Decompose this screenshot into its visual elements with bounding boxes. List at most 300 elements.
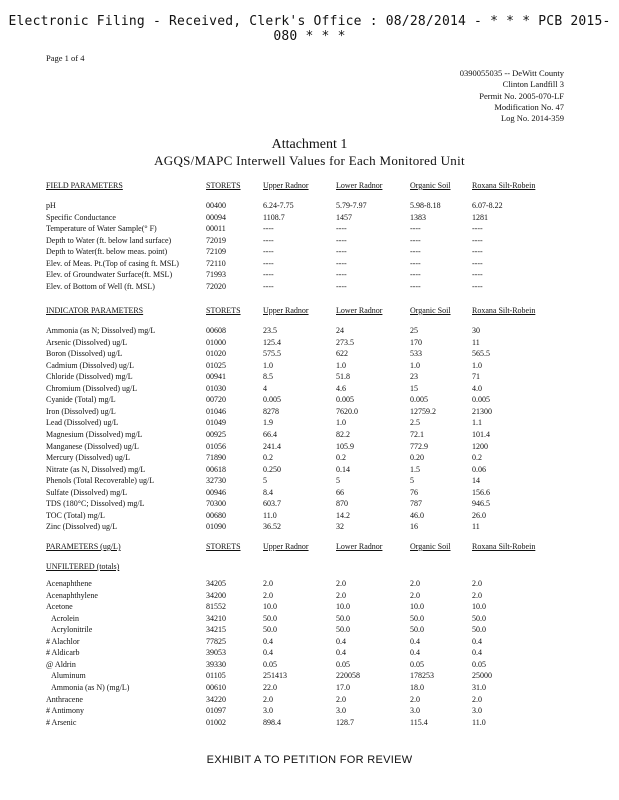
parameter-name: Cyanide (Total) mg/L bbox=[46, 395, 116, 405]
table-cell: 00011 bbox=[206, 224, 226, 233]
table-cell: 787 bbox=[410, 499, 422, 509]
table-cell: 01090 bbox=[206, 522, 226, 532]
table-cell: 0.20 bbox=[410, 453, 424, 463]
table-row bbox=[0, 394, 619, 405]
table-cell: 71993 bbox=[206, 270, 226, 279]
table-cell: 2.5 bbox=[410, 418, 420, 428]
parameter-name: Chloride (Dissolved) mg/L bbox=[46, 372, 133, 382]
table-cell: 01002 bbox=[206, 717, 226, 727]
table-cell: 66 bbox=[336, 487, 344, 497]
column-header: Organic Soil bbox=[410, 542, 451, 551]
electronic-filing-header: Electronic Filing - Received, Clerk's Office : 08/28/2014 - * * * PCB 2015-080 * * * bbox=[8, 14, 611, 44]
parameter-name: @ Aldrin bbox=[46, 659, 76, 669]
table-cell: 23 bbox=[410, 372, 418, 382]
parameter-name: Cadmium (Dissolved) ug/L bbox=[46, 360, 134, 370]
table-row bbox=[0, 498, 619, 509]
table-cell: 34220 bbox=[206, 694, 226, 704]
table-cell: 10.0 bbox=[472, 602, 486, 612]
parameter-name: Lead (Dissolved) ug/L bbox=[46, 418, 119, 428]
table-cell: 0.14 bbox=[336, 464, 350, 474]
table-cell: 50.0 bbox=[263, 613, 277, 623]
table-row bbox=[0, 452, 619, 463]
table-cell: 50.0 bbox=[472, 613, 486, 623]
table-cell: 21300 bbox=[472, 406, 492, 416]
table-cell: 0.06 bbox=[472, 464, 486, 474]
parameter-name: Aluminum bbox=[51, 671, 86, 681]
table-cell: 1.0 bbox=[472, 360, 482, 370]
table-cell: 14 bbox=[472, 476, 480, 486]
table-row bbox=[0, 383, 619, 394]
table-cell: ---- bbox=[410, 258, 421, 268]
parameter-name: Sulfate (Dissolved) mg/L bbox=[46, 487, 128, 497]
table-cell: 4.0 bbox=[472, 383, 482, 393]
table-cell: ---- bbox=[336, 235, 347, 245]
table-cell: 72.1 bbox=[410, 429, 424, 439]
table-cell: 72109 bbox=[206, 247, 226, 256]
table-cell: ---- bbox=[410, 270, 421, 279]
parameter-name: Chromium (Dissolved) ug/L bbox=[46, 383, 138, 393]
table-row bbox=[0, 613, 619, 624]
meta-line: Permit No. 2005-070-LF bbox=[479, 90, 564, 101]
parameter-name: Specific Conductance bbox=[46, 212, 116, 222]
table-cell: ---- bbox=[336, 224, 347, 233]
parameter-name: Ammonia (as N) (mg/L) bbox=[51, 682, 130, 692]
table-cell: 2.0 bbox=[410, 579, 420, 588]
table-cell: 1.0 bbox=[336, 360, 346, 370]
table-cell: 6.07-8.22 bbox=[472, 201, 503, 210]
table-cell: 0.4 bbox=[410, 636, 420, 646]
table-cell: 0.005 bbox=[336, 395, 354, 405]
table-cell: 76 bbox=[410, 487, 418, 497]
table-cell: 0.4 bbox=[263, 648, 273, 658]
table-cell: 17.0 bbox=[336, 682, 350, 692]
table-cell: 772.9 bbox=[410, 441, 428, 451]
table-cell: 3.0 bbox=[410, 706, 420, 716]
table-row bbox=[0, 647, 619, 658]
parameter-name: Magnesium (Dissolved) mg/L bbox=[46, 429, 143, 439]
table-cell: 01049 bbox=[206, 418, 226, 428]
parameter-name: # Aldicarb bbox=[46, 648, 80, 658]
table-cell: 00946 bbox=[206, 487, 226, 497]
table-cell: 101.4 bbox=[472, 429, 490, 439]
table-cell: 8.5 bbox=[263, 372, 273, 382]
table-cell: ---- bbox=[263, 270, 274, 279]
table-cell: 1457 bbox=[336, 212, 352, 222]
table-row bbox=[0, 717, 619, 728]
table-cell: 3.0 bbox=[472, 706, 482, 716]
table-row bbox=[0, 510, 619, 521]
parameter-name: Acenaphthene bbox=[46, 579, 92, 588]
table-cell: 128.7 bbox=[336, 717, 354, 727]
table-cell: 603.7 bbox=[263, 499, 281, 509]
table-cell: 8.4 bbox=[263, 487, 273, 497]
table-cell: 178253 bbox=[410, 671, 434, 681]
parameter-name: Depth to Water(ft. below meas. point) bbox=[46, 247, 168, 256]
meta-line: Clinton Landfill 3 bbox=[502, 79, 564, 90]
table-cell: 15 bbox=[410, 383, 418, 393]
table-cell: ---- bbox=[472, 281, 483, 291]
table-cell: 34210 bbox=[206, 613, 226, 623]
table-cell: ---- bbox=[336, 258, 347, 268]
parameter-name: Phenols (Total Recoverable) ug/L bbox=[46, 476, 155, 486]
table-cell: ---- bbox=[263, 235, 274, 245]
table-cell: 2.0 bbox=[336, 579, 346, 588]
table-cell: 0.4 bbox=[472, 648, 482, 658]
table-row bbox=[0, 406, 619, 417]
table-cell: 622 bbox=[336, 349, 348, 359]
table-cell: 01025 bbox=[206, 360, 226, 370]
table-cell: 870 bbox=[336, 499, 348, 509]
table-cell: 4.6 bbox=[336, 383, 346, 393]
table-cell: 1.9 bbox=[263, 418, 273, 428]
parameter-name: TOC (Total) mg/L bbox=[46, 510, 105, 520]
table-cell: 105.9 bbox=[336, 441, 354, 451]
table-row bbox=[0, 429, 619, 440]
table-cell: ---- bbox=[336, 270, 347, 279]
table-cell: 10.0 bbox=[410, 602, 424, 612]
table-cell: 01105 bbox=[206, 671, 226, 681]
table-cell: 51.8 bbox=[336, 372, 350, 382]
parameter-name: # Arsenic bbox=[46, 717, 77, 727]
table-cell: 81552 bbox=[206, 602, 226, 612]
column-header: Upper Radnor bbox=[263, 306, 309, 315]
table-row bbox=[0, 682, 619, 693]
table-row bbox=[0, 464, 619, 475]
table-cell: 31.0 bbox=[472, 682, 486, 692]
table-cell: ---- bbox=[263, 247, 274, 256]
table-row bbox=[0, 624, 619, 635]
table-cell: 1281 bbox=[472, 212, 488, 222]
column-header: Roxana Silt-Robein bbox=[472, 306, 536, 315]
table-cell: 00941 bbox=[206, 372, 226, 382]
table-cell: 565.5 bbox=[472, 349, 490, 359]
column-header: STORETS bbox=[206, 306, 241, 315]
table-cell: ---- bbox=[336, 247, 347, 256]
table-cell: 1.0 bbox=[336, 418, 346, 428]
parameter-name: Acenaphthylene bbox=[46, 590, 98, 600]
table-cell: 0.05 bbox=[410, 659, 424, 669]
table-row bbox=[0, 269, 619, 280]
parameter-name: Ammonia (as N; Dissolved) mg/L bbox=[46, 326, 156, 335]
table-row bbox=[0, 705, 619, 716]
table-cell: 36.52 bbox=[263, 522, 281, 532]
table-cell: 00610 bbox=[206, 682, 226, 692]
table-cell: 22.0 bbox=[263, 682, 277, 692]
table-cell: 0.2 bbox=[472, 453, 482, 463]
exhibit-footer: EXHIBIT A TO PETITION FOR REVIEW bbox=[206, 754, 413, 766]
column-header: FIELD PARAMETERS bbox=[46, 181, 123, 190]
table-cell: 00094 bbox=[206, 212, 226, 222]
column-header: Organic Soil bbox=[410, 181, 451, 190]
table-cell: 1.0 bbox=[263, 360, 273, 370]
table-cell: 18.0 bbox=[410, 682, 424, 692]
table-cell: 0.005 bbox=[410, 395, 428, 405]
table-cell: 50.0 bbox=[336, 625, 350, 635]
table-cell: ---- bbox=[336, 281, 347, 291]
table-cell: ---- bbox=[410, 281, 421, 291]
column-header: Roxana Silt-Robein bbox=[472, 542, 536, 551]
table-cell: 5 bbox=[263, 476, 267, 486]
table-cell: 156.6 bbox=[472, 487, 490, 497]
parameter-name: Elev. of Groundwater Surface(ft. MSL) bbox=[46, 270, 173, 279]
table-cell: 50.0 bbox=[410, 625, 424, 635]
table-cell: 2.0 bbox=[336, 694, 346, 704]
table-cell: 2.0 bbox=[472, 694, 482, 704]
attachment-title: Attachment 1 bbox=[271, 137, 348, 152]
table-cell: 2.0 bbox=[472, 579, 482, 588]
table-cell: 66.4 bbox=[263, 429, 277, 439]
table-cell: 25000 bbox=[472, 671, 492, 681]
table-cell: 34205 bbox=[206, 579, 226, 588]
table-cell: ---- bbox=[410, 247, 421, 256]
table-cell: 946.5 bbox=[472, 499, 490, 509]
parameter-name: # Antimony bbox=[46, 706, 85, 716]
parameter-name: Manganese (Dissolved) ug/L bbox=[46, 441, 139, 451]
table-cell: 0.05 bbox=[472, 659, 486, 669]
table-cell: 01046 bbox=[206, 406, 226, 416]
parameter-name: Acetone bbox=[46, 602, 73, 612]
table-row bbox=[0, 360, 619, 371]
table-cell: 2.0 bbox=[263, 590, 273, 600]
column-header: Lower Radnor bbox=[336, 542, 383, 551]
table-cell: 2.0 bbox=[472, 590, 482, 600]
table-cell: 3.0 bbox=[336, 706, 346, 716]
table-cell: 50.0 bbox=[336, 613, 350, 623]
column-header: Roxana Silt-Robein bbox=[472, 181, 536, 190]
table-cell: 00608 bbox=[206, 326, 226, 335]
table-cell: ---- bbox=[263, 281, 274, 291]
table-row bbox=[0, 223, 619, 234]
table-row bbox=[0, 670, 619, 681]
parameter-name: pH bbox=[46, 201, 56, 210]
table-subheader-row bbox=[0, 561, 619, 572]
table-row bbox=[0, 659, 619, 670]
table-cell: 5 bbox=[410, 476, 414, 486]
table-cell: 71 bbox=[472, 372, 480, 382]
table-cell: 0.2 bbox=[263, 453, 273, 463]
table-row bbox=[0, 487, 619, 498]
table-row bbox=[0, 212, 619, 223]
table-cell: 5.79-7.97 bbox=[336, 201, 367, 210]
table-cell: 50.0 bbox=[410, 613, 424, 623]
table-cell: 2.0 bbox=[263, 579, 273, 588]
table-cell: 533 bbox=[410, 349, 422, 359]
table-cell: 1108.7 bbox=[263, 212, 285, 222]
table-row bbox=[0, 475, 619, 486]
table-row bbox=[0, 694, 619, 705]
table-cell: 575.5 bbox=[263, 349, 281, 359]
table-cell: ---- bbox=[263, 258, 274, 268]
table-row bbox=[0, 371, 619, 382]
parameter-name: Depth to Water (ft. below land surface) bbox=[46, 235, 172, 245]
table-header-row bbox=[0, 180, 619, 191]
table-cell: 3.0 bbox=[263, 706, 273, 716]
table-cell: 25 bbox=[410, 326, 418, 335]
table-cell: 898.4 bbox=[263, 717, 281, 727]
table-row bbox=[0, 246, 619, 257]
table-cell: 50.0 bbox=[263, 625, 277, 635]
table-cell: 00400 bbox=[206, 201, 226, 210]
table-cell: 00925 bbox=[206, 429, 226, 439]
table-cell: 0.2 bbox=[336, 453, 346, 463]
table-cell: 2.0 bbox=[336, 590, 346, 600]
table-row bbox=[0, 337, 619, 348]
table-cell: 0.4 bbox=[472, 636, 482, 646]
table-row bbox=[0, 636, 619, 647]
table-cell: 72110 bbox=[206, 258, 226, 268]
table-row bbox=[0, 348, 619, 359]
table-cell: 2.0 bbox=[263, 694, 273, 704]
parameter-name: Temperature of Water Sample(° F) bbox=[46, 224, 157, 233]
meta-line: 0390055035 -- DeWitt County bbox=[459, 68, 564, 78]
table-cell: ---- bbox=[410, 235, 421, 245]
table-cell: 82.2 bbox=[336, 429, 350, 439]
table-cell: ---- bbox=[263, 224, 274, 233]
table-cell: 11.0 bbox=[472, 717, 486, 727]
table-cell: 1383 bbox=[410, 212, 426, 222]
table-row bbox=[0, 235, 619, 246]
table-cell: 1.5 bbox=[410, 464, 420, 474]
parameter-name: Boron (Dissolved) ug/L bbox=[46, 349, 123, 359]
parameter-name: Acrolein bbox=[51, 613, 79, 623]
parameter-name: Anthracene bbox=[46, 694, 83, 704]
table-cell: 0.4 bbox=[336, 648, 346, 658]
table-cell: 11 bbox=[472, 522, 480, 532]
table-row bbox=[0, 281, 619, 292]
attachment-subtitle: AGQS/MAPC Interwell Values for Each Monitored Unit bbox=[154, 153, 465, 168]
parameter-name: Acrylonitrile bbox=[51, 625, 93, 635]
table-row bbox=[0, 258, 619, 269]
meta-line: Modification No. 47 bbox=[494, 101, 564, 112]
table-cell: 16 bbox=[410, 522, 418, 532]
table-cell: 46.0 bbox=[410, 510, 424, 520]
table-cell: 01020 bbox=[206, 349, 226, 359]
table-row bbox=[0, 578, 619, 589]
column-header: Organic Soil bbox=[410, 306, 451, 315]
column-header: INDICATOR PARAMETERS bbox=[46, 306, 144, 315]
table-cell: 0.005 bbox=[472, 395, 490, 405]
table-cell: 125.4 bbox=[263, 337, 281, 347]
table-cell: ---- bbox=[472, 270, 483, 279]
table-cell: 115.4 bbox=[410, 717, 428, 727]
table-cell: 0.250 bbox=[263, 464, 281, 474]
table-cell: ---- bbox=[472, 258, 483, 268]
table-cell: 0.4 bbox=[336, 636, 346, 646]
table-cell: 00720 bbox=[206, 395, 226, 405]
table-header-row bbox=[0, 541, 619, 552]
table-row bbox=[0, 325, 619, 336]
table-cell: ---- bbox=[472, 235, 483, 245]
table-cell: 241.4 bbox=[263, 441, 281, 451]
table-cell: ---- bbox=[410, 224, 421, 233]
table-cell: 01056 bbox=[206, 441, 226, 451]
column-header: Upper Radnor bbox=[263, 181, 309, 190]
table-cell: 0.4 bbox=[410, 648, 420, 658]
table-cell: 72020 bbox=[206, 281, 226, 291]
table-cell: 273.5 bbox=[336, 337, 354, 347]
table-cell: 12759.2 bbox=[410, 406, 436, 416]
table-cell: 1.1 bbox=[472, 418, 482, 428]
table-cell: 32730 bbox=[206, 476, 226, 486]
document-metadata bbox=[460, 68, 564, 124]
table-cell: 5.98-8.18 bbox=[410, 201, 441, 210]
page-number: Page 1 of 4 bbox=[46, 53, 85, 63]
table-cell: 24 bbox=[336, 326, 344, 335]
table-row bbox=[0, 417, 619, 428]
table-cell: ---- bbox=[472, 224, 483, 233]
parameter-name: # Alachlor bbox=[46, 636, 80, 646]
table-cell: 70300 bbox=[206, 499, 226, 509]
parameter-name: Nitrate (as N, Dissolved) mg/L bbox=[46, 464, 146, 474]
column-header: Upper Radnor bbox=[263, 542, 309, 551]
table-cell: 251413 bbox=[263, 671, 287, 681]
parameter-name: Elev. of Meas. Pt.(Top of casing ft. MSL) bbox=[46, 258, 179, 268]
table-cell: 71890 bbox=[206, 453, 226, 463]
table-row bbox=[0, 601, 619, 612]
column-header: Lower Radnor bbox=[336, 181, 383, 190]
table-cell: 1200 bbox=[472, 441, 488, 451]
table-cell: 10.0 bbox=[336, 602, 350, 612]
table-cell: 0.005 bbox=[263, 395, 281, 405]
table-cell: 0.4 bbox=[263, 636, 273, 646]
table-row bbox=[0, 441, 619, 452]
table-cell: 170 bbox=[410, 337, 422, 347]
table-cell: 11 bbox=[472, 337, 480, 347]
column-header: STORETS bbox=[206, 542, 241, 551]
table-cell: 01097 bbox=[206, 706, 226, 716]
table-cell: 10.0 bbox=[263, 602, 277, 612]
meta-line: Log No. 2014-359 bbox=[500, 113, 564, 124]
table-cell: 50.0 bbox=[472, 625, 486, 635]
table-cell: 01000 bbox=[206, 337, 226, 347]
parameter-name: Mercury (Dissolved) ug/L bbox=[46, 453, 130, 463]
table-cell: 7620.0 bbox=[336, 406, 358, 416]
column-header: PARAMETERS (ug/L) bbox=[46, 542, 121, 551]
table-cell: 34200 bbox=[206, 590, 226, 600]
table-cell: 14.2 bbox=[336, 510, 350, 520]
table-cell: 72019 bbox=[206, 235, 226, 245]
parameter-name: Zinc (Dissolved) ug/L bbox=[46, 522, 118, 532]
table-cell: 00680 bbox=[206, 510, 226, 520]
table-row bbox=[0, 521, 619, 532]
table-cell: ---- bbox=[472, 247, 483, 256]
table-row bbox=[0, 200, 619, 211]
table-cell: 0.05 bbox=[263, 659, 277, 669]
table-cell: 11.0 bbox=[263, 510, 277, 520]
table-cell: 30 bbox=[472, 326, 480, 335]
parameter-name: Elev. of Bottom of Well (ft. MSL) bbox=[46, 281, 155, 291]
table-cell: 220058 bbox=[336, 671, 360, 681]
table-cell: 39330 bbox=[206, 659, 226, 669]
table-cell: 8278 bbox=[263, 406, 279, 416]
parameter-name: Iron (Dissolved) ug/L bbox=[46, 406, 116, 416]
table-cell: 32 bbox=[336, 522, 344, 532]
table-cell: 26.0 bbox=[472, 510, 486, 520]
table-cell: 39053 bbox=[206, 648, 226, 658]
table-cell: 2.0 bbox=[410, 590, 420, 600]
table-cell: 01030 bbox=[206, 383, 226, 393]
table-header-row bbox=[0, 305, 619, 316]
table-cell: 5 bbox=[336, 476, 340, 486]
table-cell: 34215 bbox=[206, 625, 226, 635]
table-cell: 6.24-7.75 bbox=[263, 201, 294, 210]
column-header: Lower Radnor bbox=[336, 306, 383, 315]
table-cell: 77825 bbox=[206, 636, 226, 646]
parameter-name: TDS (180°C; Dissolved) mg/L bbox=[46, 499, 145, 509]
table-row bbox=[0, 590, 619, 601]
table-cell: 23.5 bbox=[263, 326, 277, 335]
table-cell: 1.0 bbox=[410, 360, 420, 370]
